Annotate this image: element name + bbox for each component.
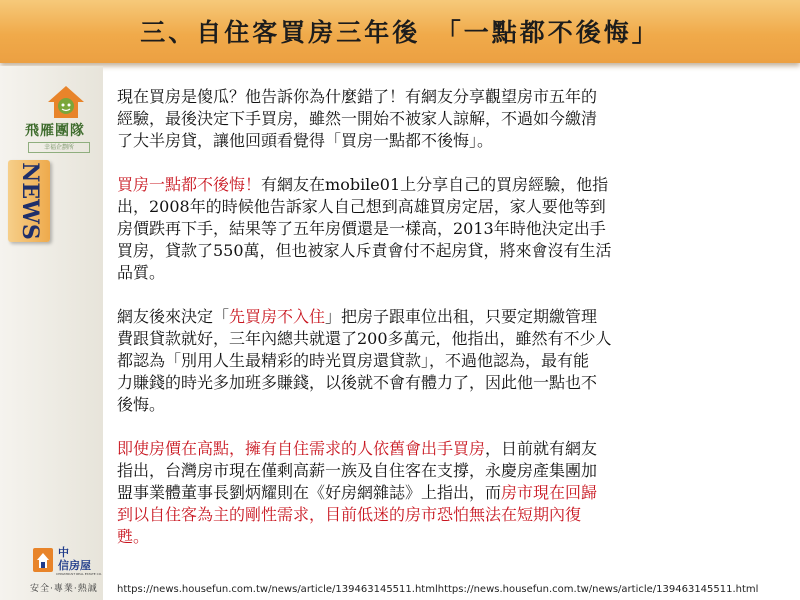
highlight-text: 買房一點都不後悔！: [117, 175, 262, 194]
text-line: 都認為「別用人生最精彩的時光買房還貸款」，不過他認為，最有能: [117, 351, 590, 370]
text-line: 了大半房貸，讓他回頭看覺得「買房一點都不後悔」。: [117, 131, 494, 150]
news-tab: [8, 160, 50, 242]
text-line: 買房，貸款了550萬，但也被家人斥責會付不起房貸，將來會沒有生活: [117, 241, 612, 260]
team-logo-slogan: 幸福企劃所: [28, 142, 90, 153]
source-url[interactable]: https://news.housefun.com.tw/news/article/139463145511.htmlhttps://news.housefun.com.tw/news/article/139463145511.html: [117, 584, 759, 595]
team-logo-name: 飛雁團隊: [25, 123, 85, 139]
text-line: 」把房子跟車位出租，只要定期繳管理: [325, 307, 598, 326]
text-line: 指出，台灣房市現在僅剩高薪一族及自住客在支撐，永慶房產集團加: [117, 461, 598, 480]
highlight-text: 即使房價在高點，擁有自住需求的人依舊會出手買房: [117, 439, 486, 458]
text-line: 房價跌再下手，結果等了五年房價還是一樣高，2013年時他決定出手: [117, 219, 606, 238]
text-line: 費跟貸款就好，三年內總共就還了200多萬元，他指出，雖然有不少人: [117, 329, 612, 348]
highlight-text: 甦。: [117, 527, 150, 546]
highlight-text: 到以自住客為主的剛性需求，目前低迷的房市恐怕無法在短期內復: [117, 505, 582, 524]
company-logo-name: [58, 546, 91, 572]
title-bar: [0, 0, 800, 63]
highlight-text: 先買房不入住: [229, 307, 326, 326]
text-line: 盟事業體董事長劉炳耀則在《好房網雜誌》上指出，而: [117, 483, 502, 502]
paragraph-2: [117, 174, 789, 284]
page-title: 三、自住客買房三年後 「一點都不後悔」: [140, 18, 660, 47]
text-line: 出，2008年的時候他告訴家人自己想到高雄買房定居，家人要他等到: [117, 197, 606, 216]
article-body: [117, 86, 789, 570]
news-label: NEWS: [17, 162, 43, 240]
text-line: 品質。: [117, 263, 166, 282]
company-name-line2: 信房屋: [58, 559, 91, 572]
paragraph-1: [117, 86, 789, 152]
text-line: 力賺錢的時光多加班多賺錢，以後就不會有體力了，因此他一點也不: [117, 373, 598, 392]
text-line: 有網友在mobile01上分享自己的買房經驗，他指: [261, 175, 609, 194]
text-line: 網友後來決定「: [117, 307, 230, 326]
highlight-text: 房市現在回歸: [501, 483, 598, 502]
text-line: ，日前就有網友: [485, 439, 598, 458]
company-logo-icon: [32, 546, 54, 578]
company-slogan: 安全‧專業‧熱誠: [30, 584, 98, 594]
company-logo-subtitle: CHINATRUST REAL ESTATE CO.: [56, 572, 102, 576]
paragraph-3: [117, 306, 789, 416]
text-line: 後悔。: [117, 395, 166, 414]
paragraph-4: [117, 438, 789, 548]
text-line: 現在買房是傻瓜？他告訴你為什麼錯了！有網友分享觀望房市五年的: [117, 87, 598, 106]
company-name-line1: 中: [58, 546, 69, 559]
house-logo-icon: [44, 84, 88, 120]
text-line: 經驗，最後決定下手買房，雖然一開始不被家人諒解，不過如今繳清: [117, 109, 598, 128]
